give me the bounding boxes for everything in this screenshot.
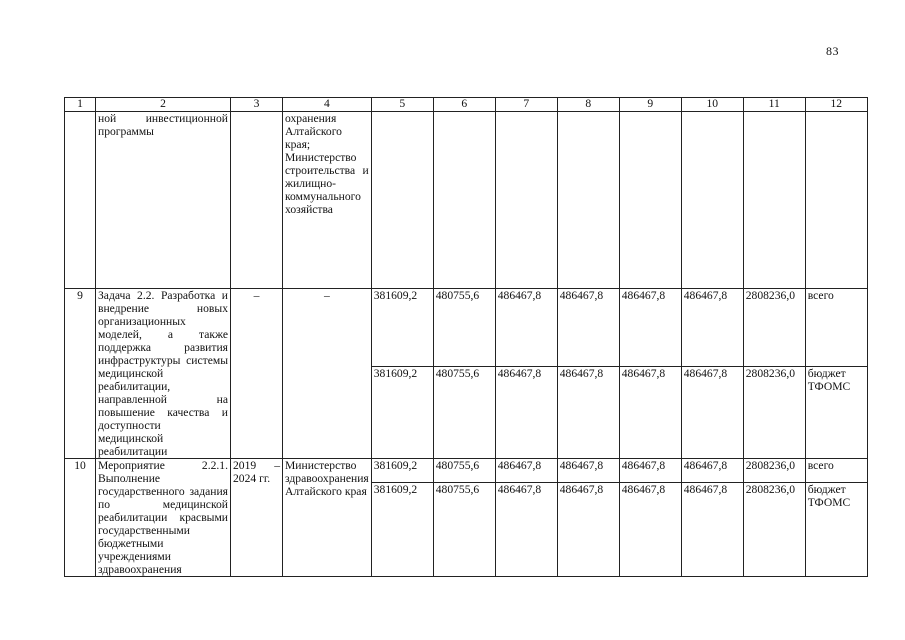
col-header: 6: [433, 98, 495, 112]
cell: [65, 112, 96, 289]
table-row-continuation: [65, 112, 868, 289]
cell-total: 2808236,0: [743, 367, 805, 459]
cell-value: 480755,6: [433, 459, 495, 483]
page-number: 83: [826, 44, 839, 58]
cell-value: 480755,6: [433, 289, 495, 367]
cell: [231, 112, 283, 289]
cell-value: 486467,8: [619, 289, 681, 367]
cell-name: ной инвестиционной программы: [96, 112, 231, 289]
cell: [557, 112, 619, 289]
col-header: 8: [557, 98, 619, 112]
table-row: [65, 459, 868, 483]
cell: [495, 112, 557, 289]
cell-value: 486467,8: [681, 367, 743, 459]
cell-value: 486467,8: [495, 483, 557, 577]
row-number: 10: [65, 459, 96, 577]
cell-source: бюджет ТФОМС: [805, 367, 867, 459]
cell: [743, 112, 805, 289]
cell-value: 486467,8: [557, 483, 619, 577]
cell-source: бюджет ТФОМС: [805, 483, 867, 577]
cell-value: 486467,8: [681, 483, 743, 577]
column-number-row: [65, 98, 868, 112]
cell-source: всего: [805, 459, 867, 483]
col-header: 5: [371, 98, 433, 112]
cell-executor: охранения Алтайского края; Министерство строительства и жилищно-коммунального хозяйства: [283, 112, 372, 289]
cell-value: 486467,8: [495, 459, 557, 483]
cell-value: 486467,8: [619, 367, 681, 459]
cell: [371, 112, 433, 289]
cell-value: 486467,8: [619, 459, 681, 483]
cell: [619, 112, 681, 289]
cell-source: всего: [805, 289, 867, 367]
col-header: 2: [96, 98, 231, 112]
cell-total: 2808236,0: [743, 289, 805, 367]
cell: [433, 112, 495, 289]
cell-value: 381609,2: [371, 289, 433, 367]
cell-name: Задача 2.2. Разработка и внедрение новых организационных моделей, а также поддержка развития инфраструктуры системы медицинской реабилитации, направленной на повышение качества и доступности медицинской реабилитации: [96, 289, 231, 459]
cell-value: 381609,2: [371, 483, 433, 577]
program-table: [64, 97, 868, 577]
cell-value: 381609,2: [371, 459, 433, 483]
table-row: [65, 289, 868, 367]
cell-value: 486467,8: [495, 289, 557, 367]
cell-period: 2019 – 2024 гг.: [231, 459, 283, 577]
cell-value: 486467,8: [495, 367, 557, 459]
cell-value: 486467,8: [557, 367, 619, 459]
col-header: 10: [681, 98, 743, 112]
cell-total: 2808236,0: [743, 459, 805, 483]
col-header: 11: [743, 98, 805, 112]
cell-value: 480755,6: [433, 483, 495, 577]
cell-name: Мероприятие 2.2.1. Выполнение государственного задания по медицинской реабилитации красвыми государственными бюджетными учреждениями здравоохранения: [96, 459, 231, 577]
cell-value: 486467,8: [619, 483, 681, 577]
cell-value: 486467,8: [557, 289, 619, 367]
cell-value: 486467,8: [681, 459, 743, 483]
cell-executor: Министерство здравоохранения Алтайского края: [283, 459, 372, 577]
cell-period: –: [231, 289, 283, 459]
col-header: 7: [495, 98, 557, 112]
cell-value: 381609,2: [371, 367, 433, 459]
cell: [805, 112, 867, 289]
cell-value: 480755,6: [433, 367, 495, 459]
col-header: 1: [65, 98, 96, 112]
cell-value: 486467,8: [557, 459, 619, 483]
col-header: 4: [283, 98, 372, 112]
row-number: 9: [65, 289, 96, 459]
col-header: 9: [619, 98, 681, 112]
cell-value: 486467,8: [681, 289, 743, 367]
col-header: 3: [231, 98, 283, 112]
cell: [681, 112, 743, 289]
col-header: 12: [805, 98, 867, 112]
cell-total: 2808236,0: [743, 483, 805, 577]
cell-executor: –: [283, 289, 372, 459]
